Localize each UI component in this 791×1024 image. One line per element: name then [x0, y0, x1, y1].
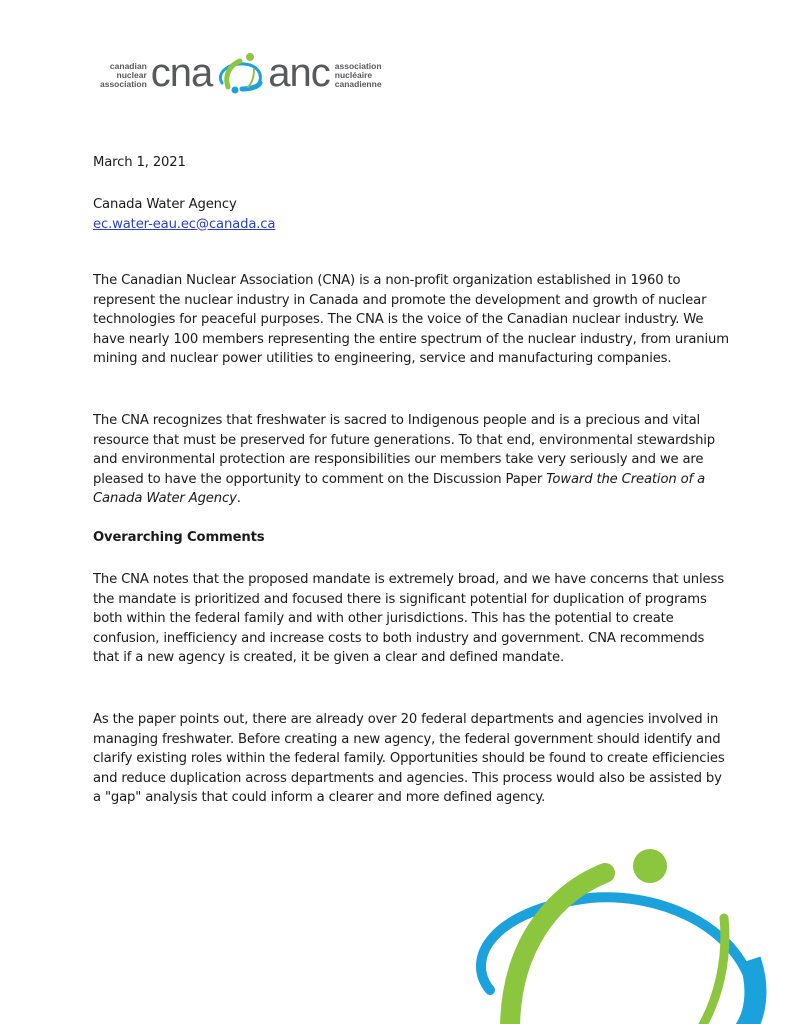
cna-logo	[100, 50, 382, 100]
logo-acronym-cna: cna	[150, 51, 213, 95]
recipient-name: Canada Water Agency	[93, 197, 237, 212]
logo-french-name: association nucléaire canadienne	[334, 60, 382, 89]
decorative-atom-mark-icon	[460, 840, 791, 1024]
discussion-paper-title: Toward the Creation of a Canada Water Agency	[93, 471, 705, 506]
recipient-email-link[interactable]: ec.water-eau.ec@canada.ca	[93, 216, 276, 232]
logo-acronym-anc: anc	[268, 51, 330, 95]
paragraph-introduction: The Canadian Nuclear Association (CNA) is a non-profit organization established in 1960 to represent the nuclear industry in Canada and promote the development and growth of nuclear technologies for peaceful purposes. The CNA is the voice of the Canadian nuclear industry. We have nearly 100 members representing the entire spectrum of the nuclear industry, from uranium mining and nuclear power utilities to engineering, service and manufacturing companies.	[93, 273, 729, 366]
paragraph-freshwater: The CNA recognizes that freshwater is sacred to Indigenous people and is a precious and vital resource that must be preserved for future generations. To that end, environmental stewardship and environmental protection are responsibilities our members take very seriously and we are pleased to have the opportunity to comment on the Discussion Paper Toward the Creation of a Canada Water Agency.	[93, 413, 716, 506]
letter-date: March 1, 2021	[93, 155, 186, 170]
recipient-block	[93, 195, 733, 234]
section-heading: Overarching Comments	[93, 530, 265, 545]
paragraph-mandate: The CNA notes that the proposed mandate is extremely broad, and we have concerns that unless the mandate is prioritized and focused there is significant potential for duplication of programs both within the federal family and with other jurisdictions. This has the potential to create confusion, inefficiency and increase costs to both industry and government. CNA recommends that if a new agency is created, it be given a clear and defined mandate.	[93, 572, 724, 665]
paragraph-departments: As the paper points out, there are already over 20 federal departments and agencies involved in managing freshwater. Before creating a new agency, the federal government should identify and clarify existing roles within the federal family. Opportunities should be found to create efficiencies and reduce duplication across departments and agencies. This process would also be assisted by a "gap" analysis that could inform a clearer and more defined agency.	[93, 712, 725, 805]
atom-logo-icon	[214, 49, 266, 101]
logo-english-name: canadian nuclear association	[100, 60, 147, 89]
